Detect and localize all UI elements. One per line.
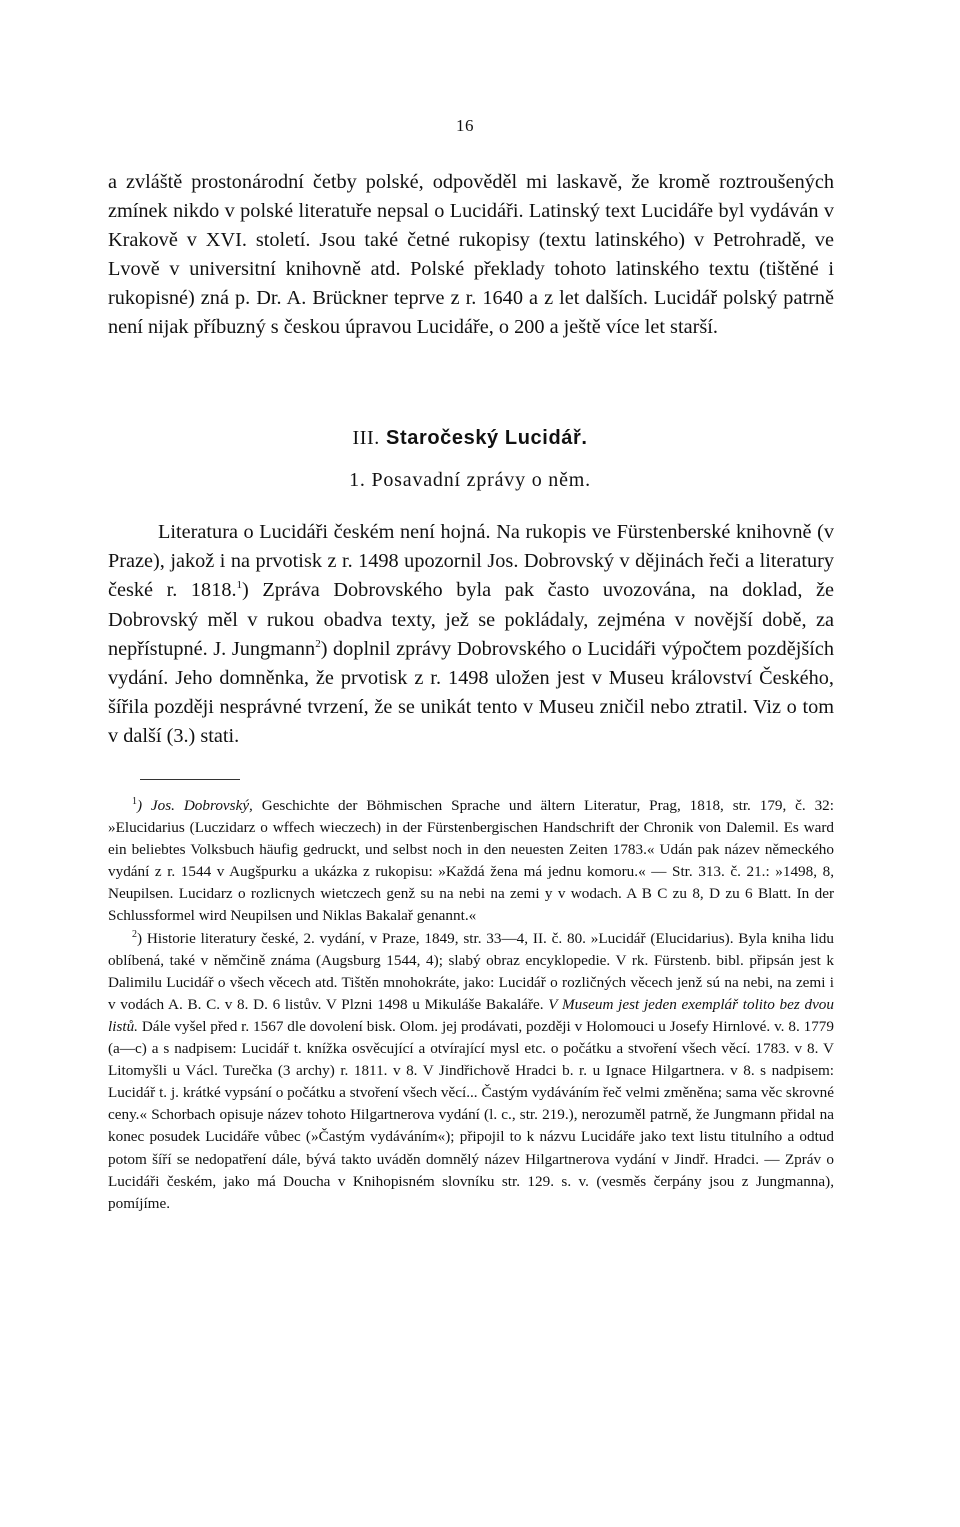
- subheading: 1. Posavadní zprávy o něm.: [349, 469, 591, 491]
- main-paragraph-part3: ) doplnil zprávy Dobrovského o Lucidáři výpočtem pozdějších vydání. Jeho domněnka, že prvotisk z r. 1498 uložen jest v Museu království Českého, šířila později nesprávné tvrzení, že se unikát tento v Museu zničil nebo ztratil. Viz o tom v další (3.) stati.: [108, 637, 835, 748]
- main-paragraph: [108, 518, 834, 752]
- footnote-2-italic: V Museum jest jeden exemplář tolito bez dvou listů.: [108, 995, 834, 1035]
- footnote-1-text: Geschichte der Böhmischen Sprache und ältern Literatur, Prag, 1818, str. 179, č. 32: »Elucidarius (Luczidarz o wffech wieczech) in der Fürstenbergischen Handschrift der Chronik von Dalemil. Es ward ein beliebtes Volksbuch häufig gedruckt, und selbst noch in den neuesten Zeiten 1783.« Udán pak název německého vydání z r. 1544 v Augšpurku a ukázka z rukopisu: »Každá žena má jednu komoru.« — Str. 313. č. 21.: »1498, 8, Neupilsen. Lucidarz o rozlicnych wietczech genž su na nebi na zemi y v wodach. A B C zu 8, D zu 6 Blatt. In der Schlussformel wird Neupilsen und Niklas Bakalař genannt.«: [108, 797, 834, 925]
- footnote-1-author: ) Jos. Dobrovský,: [137, 797, 253, 814]
- section-title: Staročeský Lucidář.: [386, 427, 588, 449]
- page-number: 16: [456, 116, 474, 135]
- footnote-2: [108, 928, 834, 1215]
- main-paragraph-part1: Literatura o Lucidáři českém není hojná. Na rukopis ve Fürstenberské knihovně (v Praze), jakož i na prvotisk z r. 1498 upozornil Jos. Dobrovský v dějinách řeči a literatury české r. 1818.: [108, 521, 834, 602]
- footnote-2-part1: ) Historie literatury české, 2. vydání, v Praze, 1849, str. 33—4, II. č. 80. »Lucidář (Elucidarius). Byla kniha lidu oblíbená, také v němčině známa (Augsburg 1544, 4); slabý obraz encyklopedie. V rk. Fürstenb. bibl. připsán jest k Dalimilu Lucidář o všech věcech atd. Tištěn mnohokráte, jako: Lucidář o rozličných věcech jenž sú na nebi, na zemi i v vodách A. B. C. v 8. D. 6 listův. V Plzni 1498 u Mikuláše Bakaláře.: [108, 929, 834, 1013]
- footnote-2-part2: Dále vyšel před r. 1567 dle dovolení bisk. Olom. jej prodávati, později v Holomouci u Josefy Hirnlové. v. 8. 1779 (a—c) a s nadpisem: Lucidář t. knížka osvěcující a otvírající mysl etc. o počátku a stvoření všech věcí. 1783. v 8. V Litomyšli u Václ. Turečka (3 archy) r. 1811. v 8. V Jindřichově Hradci b. r. u Ignace Hilgartnera. v 8. s nadpisem: Lucidář t. j. krátké vypsání o počátku a stvoření všech věcí... Častým vydáváním řeč velmi změněna; sama věc skrovné ceny.« Schorbach opisuje název tohoto Hilgartnerova vydání (l. c., str. 219.), nerozuměl patrně, že Jungmann přidal na konec posudek Lucidáře vůbec (»Častým vydáváním«); připojil to k názvu Lucidáře jako text listu titulního a odtud potom šíří se nedopatření dále, bývá takto uváděn domnělý název Hilgartnerova vydání v Jindř. Hradci. — Zpráv o Lucidáři českém, jako má Doucha v Knihopisném slovníku str. 129. s. v. (vesměs čerpány jsou z Jungmanna), pomíjíme.: [108, 1017, 834, 1212]
- main-paragraph-block: [108, 518, 834, 752]
- footnote-ref-2: 2: [315, 638, 321, 651]
- footnote-divider: [140, 779, 240, 780]
- section-heading: [0, 423, 940, 453]
- footnote-1: [108, 795, 834, 928]
- section-headings: [0, 423, 940, 495]
- footnote-ref-1: 1: [236, 579, 243, 592]
- section-numeral: III.: [352, 427, 380, 449]
- intro-paragraph: a zvláště prostonárodní četby polské, odpověděl mi laskavě, že kromě roztroušených zmínek nikdo v polské literatuře nepsal o Lucidáři. Latinský text Lucidáře byl vydáván v Krakově v XVI. století. Jsou také četné rukopisy (textu latinského) v Petrohradě, ve Lvově v universitní knihovně atd. Polské překlady tohoto latinského textu (tištěné i rukopisné) zná p. Dr. A. Brückner teprve z r. 1640 a z let dalších. Lucidář polský patrně není nijak příbuzný s českou úpravou Lucidáře, o 200 a ještě více let starší.: [108, 171, 834, 338]
- footnote-1-mark: 1: [132, 795, 137, 807]
- main-paragraph-part2: ) Zpráva Dobrovského byla pak často uvozována, na doklad, že Dobrovský měl v rukou obadva texty, jež se pokládaly, zejména v novější době, za nepřístupné. J. Jungmann: [108, 579, 834, 660]
- intro-paragraph-block: [108, 168, 834, 342]
- footnote-2-mark: 2: [132, 928, 137, 940]
- footnotes: [108, 795, 834, 1215]
